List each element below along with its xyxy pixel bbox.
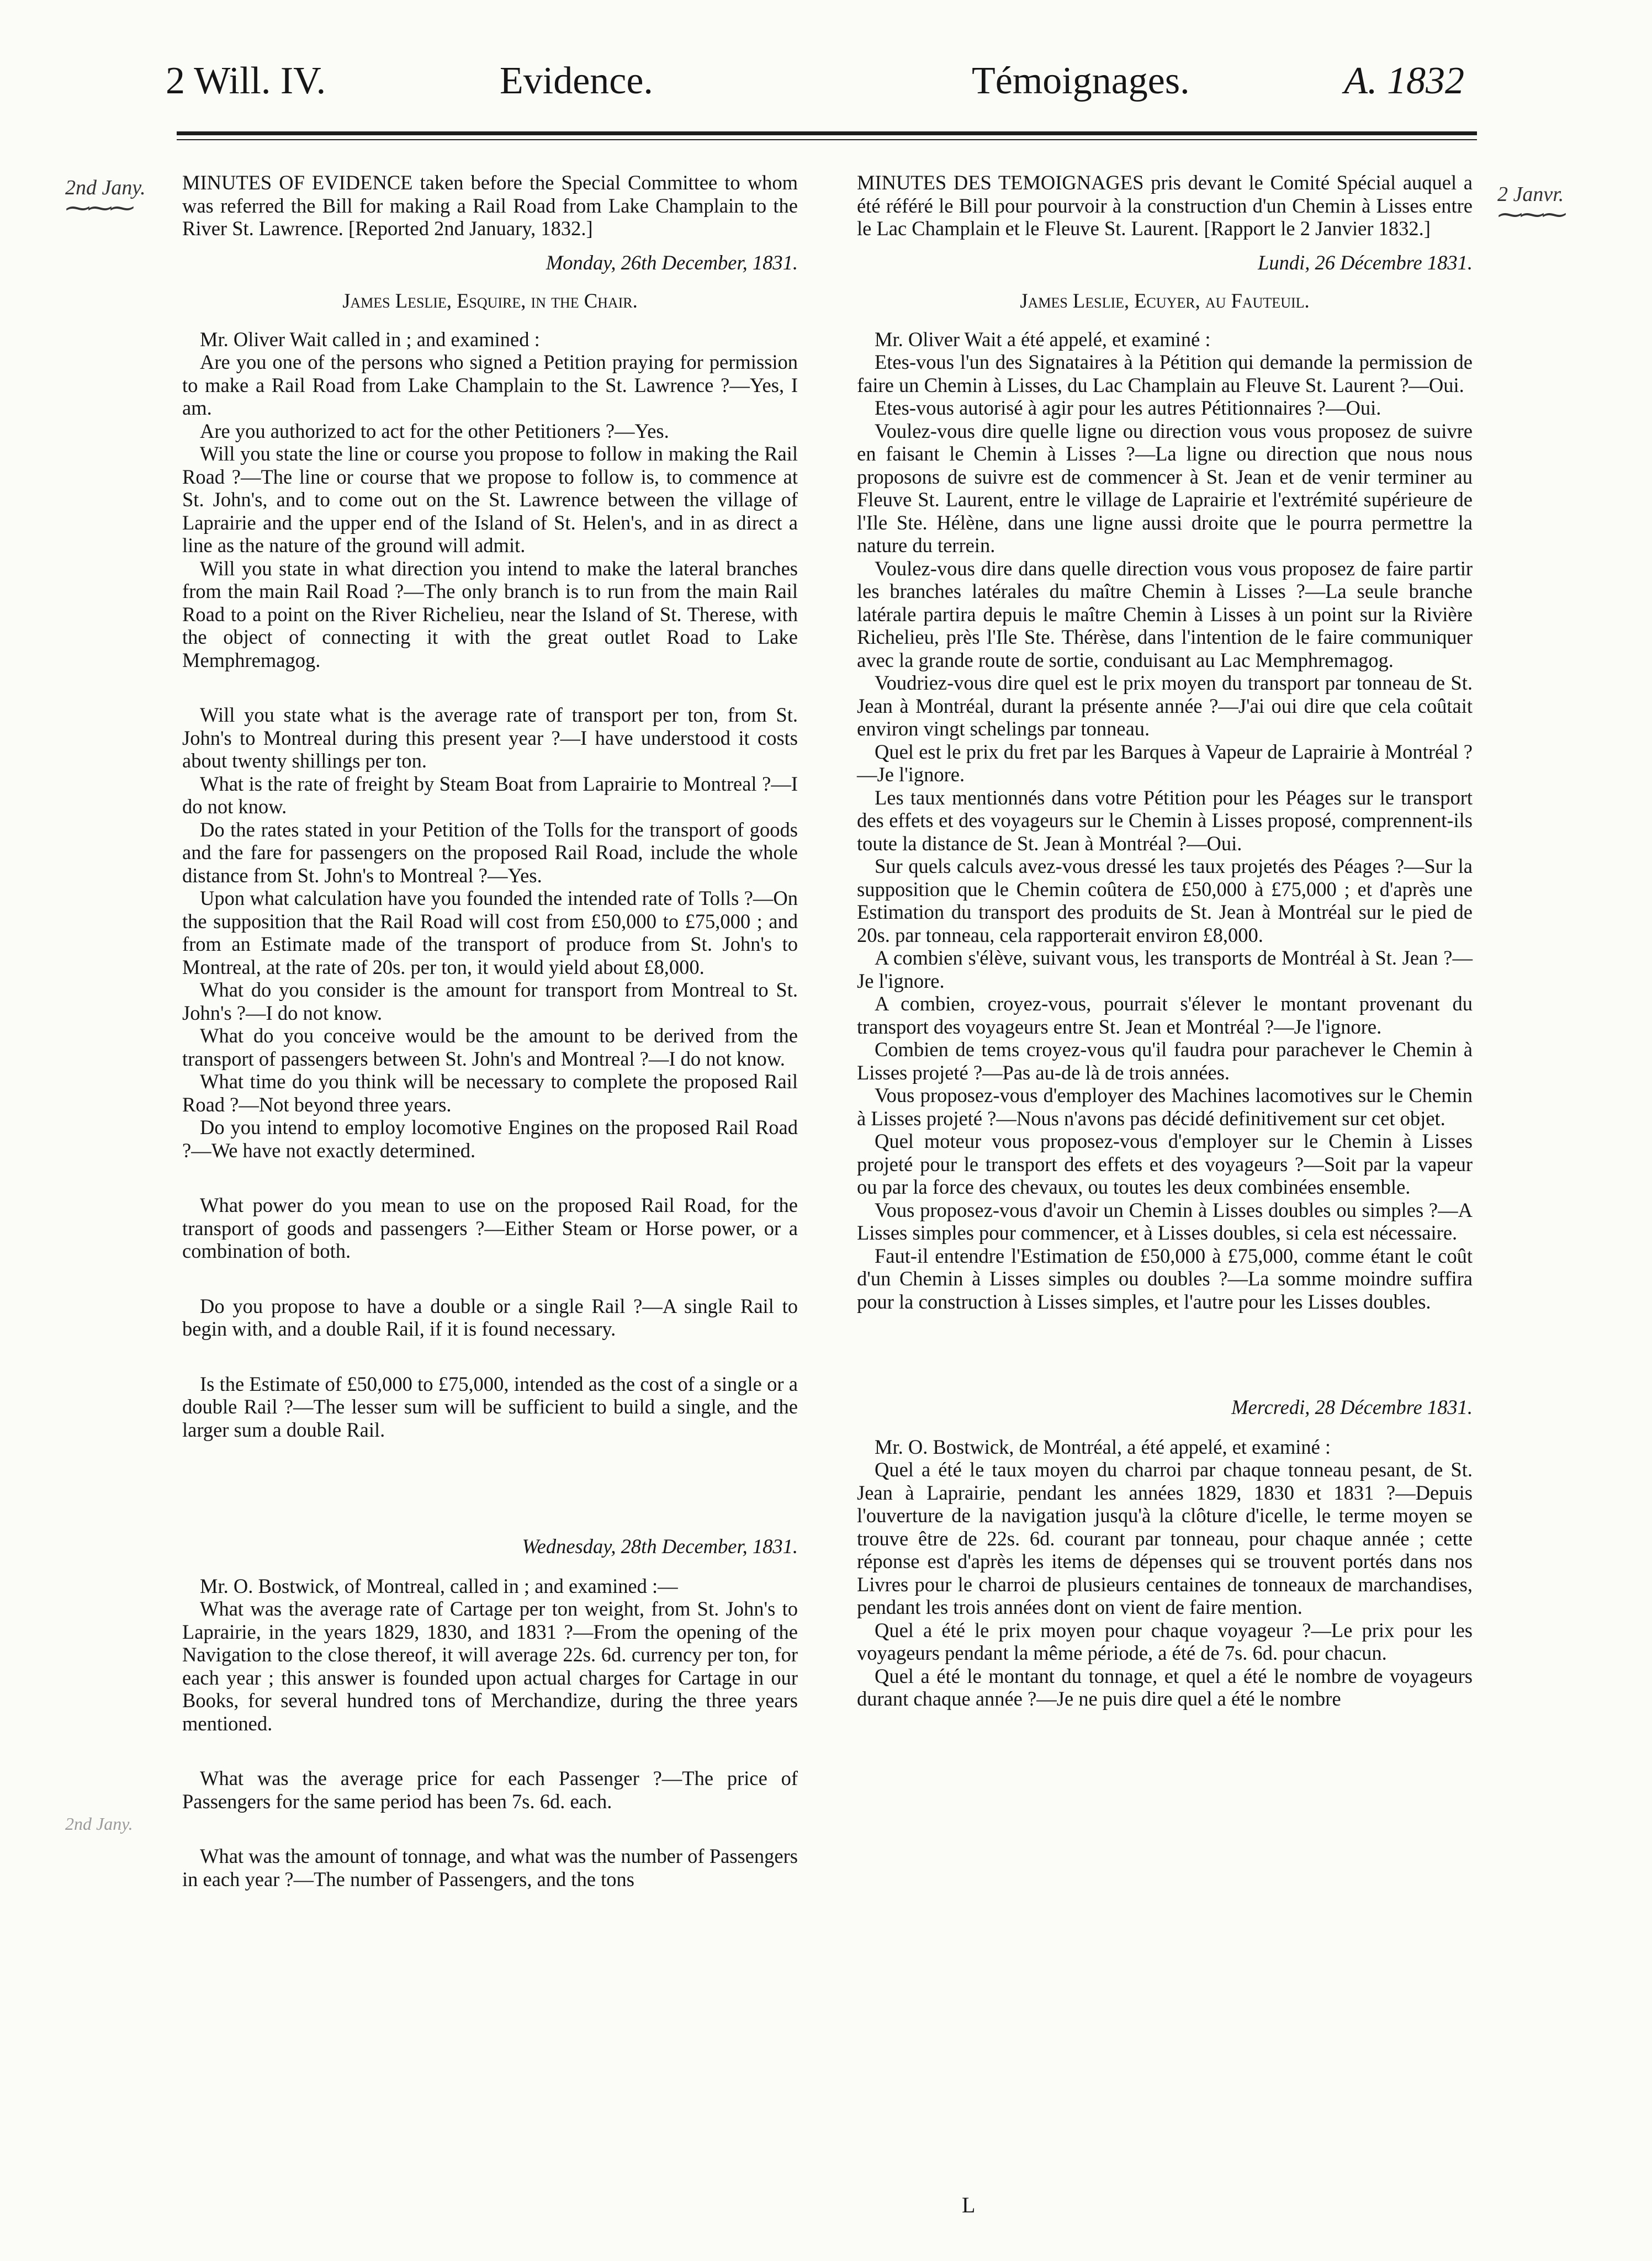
en-question: Are you one of the persons who signed a Petition praying for permission to make a Rail Road from Lake Champlain to the St. Lawrence ?—Yes, I am.: [182, 351, 798, 419]
en-question: What time do you think will be necessary to complete the proposed Rail Road ?—Not beyond three years.: [182, 1070, 798, 1116]
fr-date-lundi: Lundi, 26 Décembre 1831.: [1258, 251, 1473, 274]
margin-date-right: [1497, 182, 1564, 229]
header-evidence: Evidence.: [500, 60, 653, 102]
fr-witness-bostwick: Mr. O. Bostwick, de Montréal, a été appelé, et examiné :: [875, 1435, 1331, 1458]
en-question: Do the rates stated in your Petition of the Tolls for the transport of goods and the fare for passengers on the proposed Rail Road, include the whole distance from St. John's to Montreal ?—Yes.: [182, 818, 798, 887]
margin-date-left-text: 2nd Jany.: [65, 176, 146, 199]
flourish-ornament: ⁓⁓⁓: [65, 194, 131, 222]
en-question: What was the average rate of Cartage per ton weight, from St. John's to Laprairie, in the years 1829, 1830, and 1831 ?—From the opening of the Navigation to the close thereof, it will average 22s. 6d. currency per ton, for each year ; this answer is founded upon actual charges for Cartage in our Books, for several hundred tons of Merchandize, during the three years mentioned.: [182, 1597, 798, 1735]
en-question: Are you authorized to act for the other Petitioners ?—Yes.: [200, 419, 669, 442]
fr-date-mercredi: Mercredi, 28 Décembre 1831.: [1231, 1396, 1473, 1418]
margin-date-right-text: 2 Janvr.: [1497, 183, 1564, 206]
en-chair: James Leslie, Esquire, in the Chair.: [342, 289, 638, 312]
header-year: A. 1832: [1344, 60, 1464, 102]
fr-title: MINUTES DES TEMOIGNAGES pris devant le Comité Spécial auquel a été référé le Bill pour pourvoir à la construction d'un Chemin à Lisses entre le Lac Champlain et le Fleuve St. Laurent. [Rapport le 2 Janvier 1832.]: [857, 171, 1473, 240]
fr-question: Vous proposez-vous d'avoir un Chemin à Lisses doubles ou simples ?—A Lisses simples pour commencer, et à Lisses doubles, si cela est nécessaire.: [857, 1198, 1473, 1244]
fr-question: Faut-il entendre l'Estimation de £50,000 à £75,000, comme étant le coût d'un Chemin à Lisses simples ou doubles ?—La somme moindre suffira pour la construction à Lisses simples, et l'autre pour les Lisses doubles.: [857, 1244, 1473, 1313]
en-question: What power do you mean to use on the proposed Rail Road, for the transport of goods and passengers ?—Either Steam or Horse power, or a combination of both.: [182, 1194, 798, 1262]
en-date-wednesday: Wednesday, 28th December, 1831.: [522, 1535, 798, 1558]
en-witness-bostwick: Mr. O. Bostwick, of Montreal, called in ; and examined :—: [200, 1574, 678, 1597]
margin-date-left: [65, 176, 146, 222]
en-question: What was the average price for each Passenger ?—The price of Passengers for the same period has been 7s. 6d. each.: [182, 1767, 798, 1813]
en-question: Upon what calculation have you founded the intended rate of Tolls ?—On the supposition that the Rail Road will cost from £50,000 to £75,000 ; and from an Estimate made of the transport of produce from St. John's to Montreal, at the rate of 20s. per ton, it would yield about £8,000.: [182, 887, 798, 978]
fr-question: Voulez-vous dire dans quelle direction vous vous proposez de faire partir les branches latérales du maître Chemin à Lisses ?—La seule branche latérale partira depuis le maître Chemin à Lisses à un point sur la Rivière Richelieu, près l'Ile Ste. Thérèse, dans l'intention de le faire communiquer avec la grande route de sortie, conduisant au Lac Memphremagog.: [857, 557, 1473, 671]
margin-date-left-faint: 2nd Jany.: [65, 1814, 133, 1834]
en-question: Will you state what is the average rate of transport per ton, from St. John's to Montreal during this present year ?—I have understood it costs about twenty shillings per ton.: [182, 703, 798, 772]
fr-question: Quel a été le taux moyen du charroi par chaque tonneau pesant, de St. Jean à Laprairie, pendant les années 1829, 1830 et 1831 ?—Depuis l'ouverture de la navigation jusqu'à la clôture d'icelle, le terme moyen se trouve être de 22s. 6d. courant par tonneau, pour chaque année ; cette réponse est d'après les items de dépenses qui se trouvent portés dans nos Livres pour le charroi de plusieurs centaines de tonneaux de marchandises, pendant les trois années dont on vient de faire mention.: [857, 1458, 1473, 1618]
header-temoignages: Témoignages.: [972, 60, 1190, 102]
fr-question: Etes-vous autorisé à agir pour les autres Pétitionnaires ?—Oui.: [875, 396, 1381, 419]
fr-question: Voulez-vous dire quelle ligne ou direction vous vous proposez de suivre en faisant le Chemin à Lisses ?—La ligne ou direction que nous nous proposons de suivre est de commencer à St. Jean et de venir terminer au Fleuve St. Laurent, entre le village de Laprairie et l'extrémité supérieure de l'Ile Ste. Hélène, dans une ligne aussi droite que le pourra permettre la nature du terrein.: [857, 419, 1473, 557]
fr-question: Sur quels calculs avez-vous dressé les taux projetés des Péages ?—Sur la supposition que le Chemin coûtera de £50,000 à £75,000 ; et d'après une Estimation du transport des produits de St. Jean à Montréal sur le pied de 20s. par tonneau, cela rapporterait environ £8,000.: [857, 855, 1473, 946]
en-question: What is the rate of freight by Steam Boat from Laprairie to Montreal ?—I do not know.: [182, 772, 798, 818]
fr-witness-wait: Mr. Oliver Wait a été appelé, et examiné :: [875, 327, 1211, 351]
fr-question: Les taux mentionnés dans votre Pétition pour les Péages sur le transport des effets et des voyageurs sur le Chemin à Lisses proposé, comprennent-ils toute la distance de St. Jean à Montréal ?—Oui.: [857, 786, 1473, 855]
en-question: Will you state in what direction you intend to make the lateral branches from the main Rail Road ?—The only branch is to run from the main Rail Road to a point on the River Richelieu, near the Island of St. Therese, with the object of connecting it with the great outlet Road to Lake Memphremagog.: [182, 557, 798, 671]
fr-question: A combien s'élève, suivant vous, les transports de Montréal à St. Jean ?—Je l'ignore.: [857, 946, 1473, 992]
french-column: [857, 171, 1473, 1711]
fr-question: Quel moteur vous proposez-vous d'employer sur le Chemin à Lisses projeté pour le transport des effets et des voyageurs ?—Soit par la vapeur ou par la force des chevaux, ou toutes les deux combinées ensemble.: [857, 1130, 1473, 1198]
fr-question: Quel a été le montant du tonnage, et quel a été le nombre de voyageurs durant chaque année ?—Je ne puis dire quel a été le nombre: [857, 1664, 1473, 1710]
fr-question: Vous proposez-vous d'employer des Machines lacomotives sur le Chemin à Lisses projeté ?—Nous n'avons pas décidé definitivement sur cet objet.: [857, 1084, 1473, 1130]
fr-question: Voudriez-vous dire quel est le prix moyen du transport par tonneau de St. Jean à Montréal, durant la présente année ?—J'ai oui dire que cela coûtait environ vingt schelings par tonneau.: [857, 671, 1473, 740]
printer-signature-mark: L: [962, 2193, 976, 2217]
en-title: MINUTES OF EVIDENCE taken before the Special Committee to whom was referred the Bill for making a Rail Road from Lake Champlain to the River St. Lawrence. [Reported 2nd January, 1832.]: [182, 171, 798, 240]
fr-chair: James Leslie, Ecuyer, au Fauteuil.: [1020, 289, 1310, 312]
en-date-monday: Monday, 26th December, 1831.: [546, 251, 798, 274]
fr-question: Quel a été le prix moyen pour chaque voyageur ?—Le prix pour les voyageurs pendant la même période, a été de 7s. 6d. pour chacun.: [857, 1618, 1473, 1664]
en-question: Do you intend to employ locomotive Engines on the proposed Rail Road ?—We have not exactly determined.: [182, 1116, 798, 1162]
header-rule-thin: [177, 139, 1477, 140]
english-column: [182, 171, 798, 1891]
fr-question: Combien de tems croyez-vous qu'il faudra pour parachever le Chemin à Lisses projeté ?—Pas au-de là de trois années.: [857, 1038, 1473, 1084]
fr-question: Etes-vous l'un des Signataires à la Pétition qui demande la permission de faire un Chemin à Lisses, du Lac Champlain au Fleuve St. Laurent ?—Oui.: [857, 351, 1473, 396]
en-witness-wait: Mr. Oliver Wait called in ; and examined :: [200, 327, 540, 351]
flourish-ornament: ⁓⁓⁓: [1497, 200, 1564, 229]
header-session: 2 Will. IV.: [166, 60, 326, 102]
fr-question: A combien, croyez-vous, pourrait s'élever le montant provenant du transport des voyageurs entre St. Jean et Montréal ?—Je l'ignore.: [857, 992, 1473, 1038]
en-question: What do you consider is the amount for transport from Montreal to St. John's ?—I do not know.: [182, 978, 798, 1024]
en-question: Is the Estimate of £50,000 to £75,000, intended as the cost of a single or a double Rail ?—The lesser sum will be sufficient to build a single, and the larger sum a double Rail.: [182, 1372, 798, 1441]
en-question: What was the amount of tonnage, and what was the number of Passengers in each year ?—The number of Passengers, and the tons: [182, 1845, 798, 1891]
header-rule-thick: [177, 131, 1477, 135]
fr-question: Quel est le prix du fret par les Barques à Vapeur de Laprairie à Montréal ?—Je l'ignore.: [857, 740, 1473, 786]
en-question: Will you state the line or course you propose to follow in making the Rail Road ?—The line or course that we propose to follow is, to commence at St. John's, and to come out on the St. Lawrence between the village of Laprairie and the upper end of the Island of St. Helen's, and in as direct a line as the nature of the ground will admit.: [182, 442, 798, 557]
en-question: Do you propose to have a double or a single Rail ?—A single Rail to begin with, and a double Rail, if it is found necessary.: [182, 1294, 798, 1340]
en-question: What do you conceive would be the amount to be derived from the transport of passengers between St. John's and Montreal ?—I do not know.: [182, 1024, 798, 1070]
